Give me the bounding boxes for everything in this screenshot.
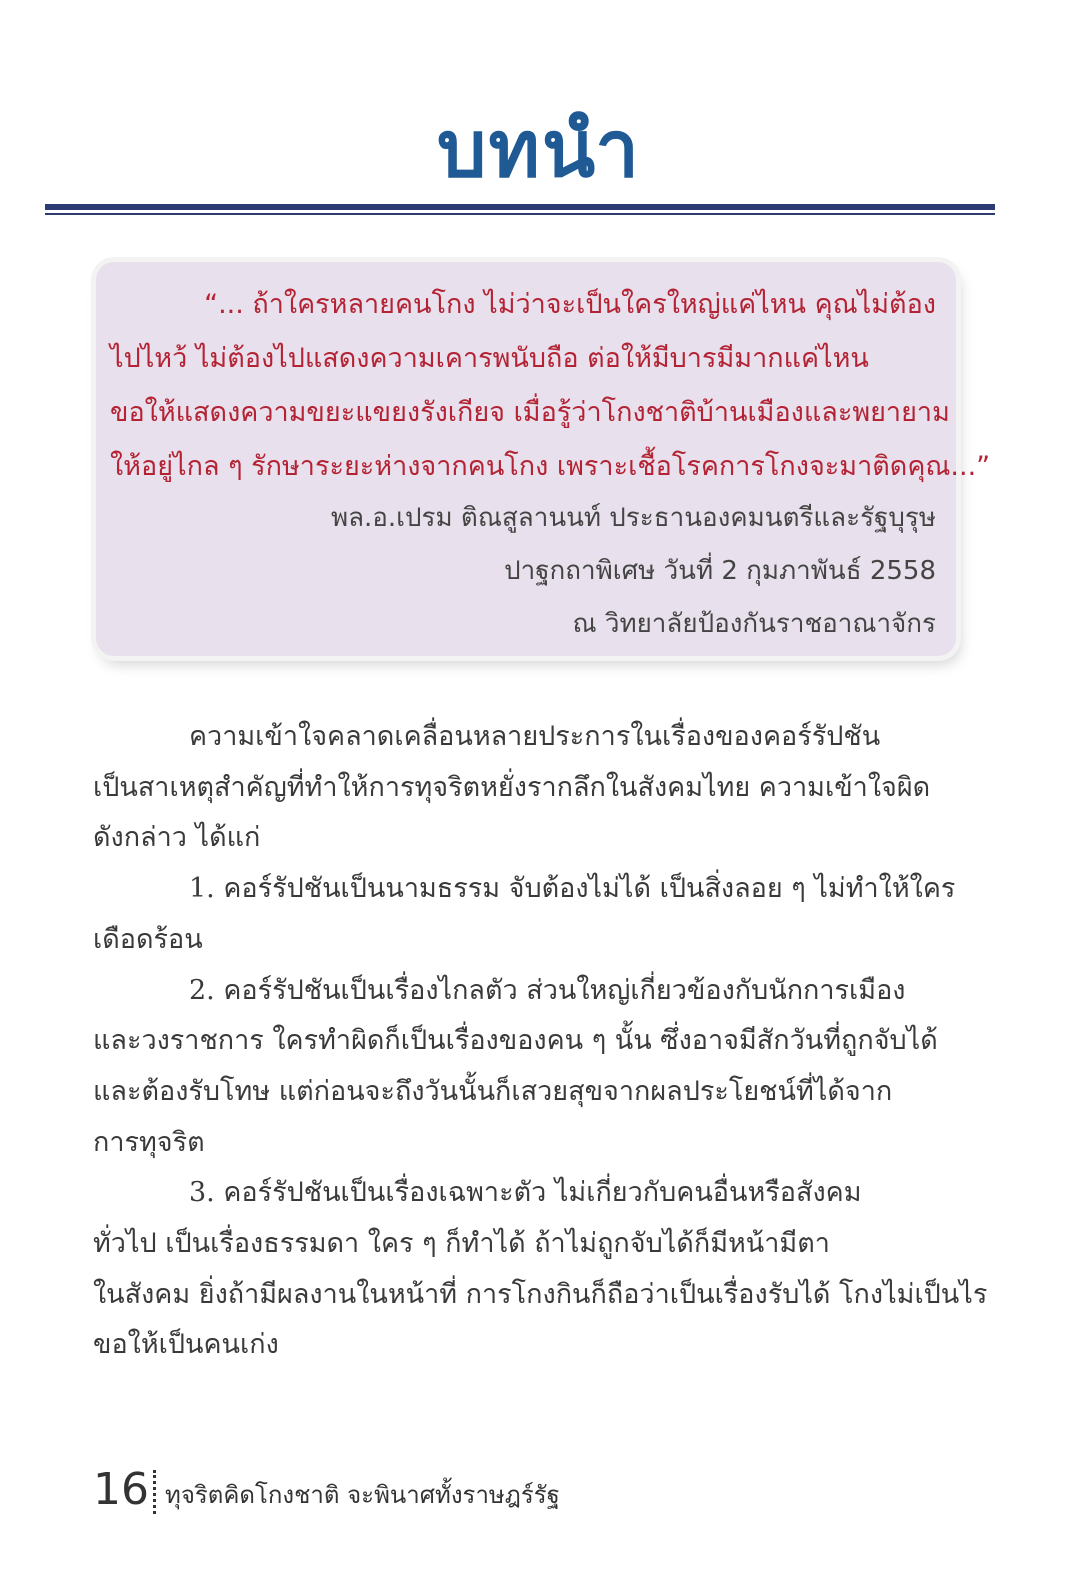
body-line: และวงราชการ ใครทำผิดก็เป็นเรื่องของคน ๆ นั้น ซึ่งอาจมีสักวันที่ถูกจับได้ (93, 1025, 938, 1057)
quote-attribution (331, 492, 936, 651)
title-divider-thin (45, 213, 995, 215)
attribution-event: ปาฐกถาพิเศษ วันที่ 2 กุมภาพันธ์ 2558 (504, 556, 936, 586)
list-item-1 (93, 864, 963, 965)
body-line: การทุจริต (93, 1126, 205, 1158)
quote-text (110, 278, 991, 494)
title-divider-thick (45, 204, 995, 210)
body-line: 3. คอร์รัปชันเป็นเรื่องเฉพาะตัว ไม่เกี่ยวกับคนอื่นหรือสังคม (189, 1177, 862, 1209)
list-item-2 (93, 966, 963, 1169)
body-text (93, 712, 988, 1371)
body-line: ความเข้าใจคลาดเคลื่อนหลายประการในเรื่องของคอร์รัปชัน (189, 721, 881, 752)
quote-box (96, 262, 991, 656)
body-line: เป็นสาเหตุสำคัญที่ทำให้การทุจริตหยั่งรากลึกในสังคมไทย ความเข้าใจผิด (93, 771, 931, 803)
body-line: ทั่วไป เป็นเรื่องธรรมดา ใคร ๆ ก็ทำได้ ถ้าไม่ถูกจับได้ก็มีหน้ามีตา (93, 1228, 830, 1260)
intro-paragraph (93, 712, 963, 864)
page-title: บทนำ (436, 105, 642, 195)
body-line: ในสังคม ยิ่งถ้ามีผลงานในหน้าที่ การโกงกินก็ถือว่าเป็นเรื่องรับได้ โกงไม่เป็นไร (93, 1278, 988, 1310)
page-number: 16 (93, 1464, 149, 1515)
body-line: 1. คอร์รัปชันเป็นนามธรรม จับต้องไม่ได้ เป็นสิ่งลอย ๆ ไม่ทำให้ใคร (189, 873, 956, 905)
body-line: ดังกล่าว ได้แก่ (93, 822, 261, 854)
quote-line: ให้อยู่ไกล ๆ รักษาระยะห่างจากคนโกง เพราะเชื้อโรคการโกงจะมาติดคุณ...” (110, 451, 991, 482)
attribution-venue: ณ วิทยาลัยป้องกันราชอาณาจักร (572, 609, 936, 639)
quote-line: ไปไหว้ ไม่ต้องไปแสดงความเคารพนับถือ ต่อให้มีบารมีมากแค่ไหน (110, 343, 869, 374)
list-item-3 (93, 1168, 988, 1371)
quote-line: ขอให้แสดงความขยะแขยงรังเกียจ เมื่อรู้ว่าโกงชาติบ้านเมืองและพยายาม (110, 397, 950, 428)
body-line: ขอให้เป็นคนเก่ง (93, 1329, 279, 1361)
body-line: และต้องรับโทษ แต่ก่อนจะถึงวันนั้นก็เสวยสุขจากผลประโยชน์ที่ได้จาก (93, 1075, 893, 1107)
footer-separator (153, 1470, 156, 1514)
body-line: 2. คอร์รัปชันเป็นเรื่องไกลตัว ส่วนใหญ่เกี่ยวข้องกับนักการเมือง (189, 974, 906, 1006)
attribution-speaker: พล.อ.เปรม ติณสูลานนท์ ประธานองคมนตรีและรัฐบุรุษ (330, 503, 936, 533)
quote-line: “... ถ้าใครหลายคนโกง ไม่ว่าจะเป็นใครใหญ่แค่ไหน คุณไม่ต้อง (204, 289, 936, 320)
running-footer-title: ทุจริตคิดโกงชาติ จะพินาศทั้งราษฎร์รัฐ (165, 1481, 560, 1509)
body-line: เดือดร้อน (93, 923, 203, 955)
